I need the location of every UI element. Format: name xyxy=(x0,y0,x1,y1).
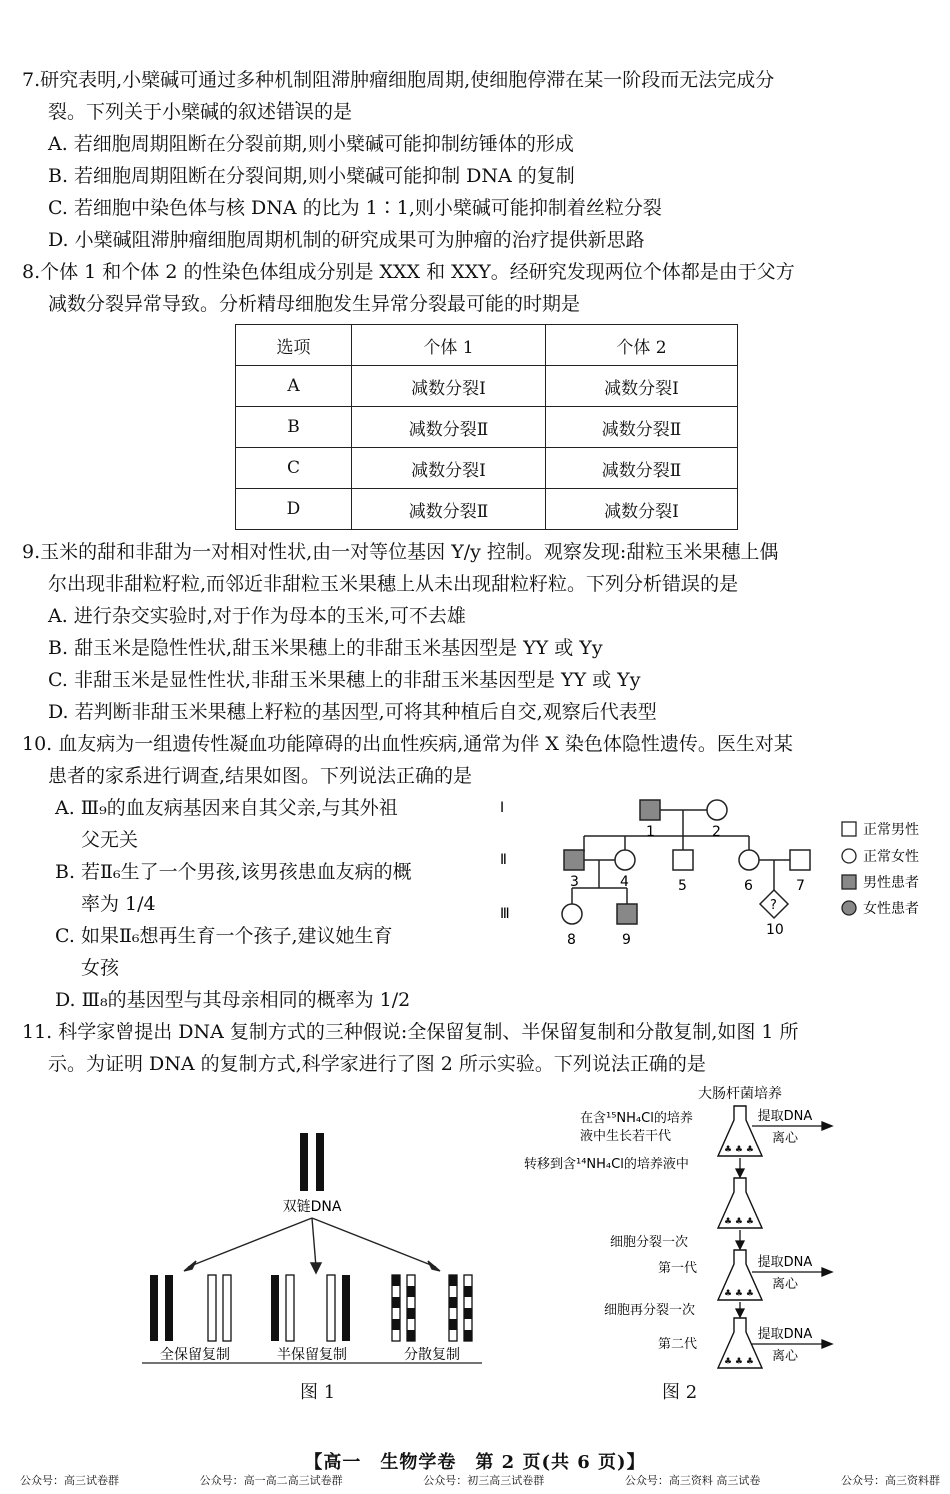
question-9-option-c[interactable]: C. 非甜玉米是显性性状,非甜玉米果穗上的非甜玉米基因型是 YY 或 Yy xyxy=(48,669,641,691)
generation-label: Ⅰ xyxy=(500,800,505,816)
publisher-tag: 公众号：高三试卷群 xyxy=(20,1474,119,1487)
question-9-stem-line2: 尔出现非甜粒籽粒,而邻近非甜粒玉米果穗上从未出现甜粒籽粒。下列分析错误 • •的是 xyxy=(22,568,934,600)
table-cell: 减数分裂Ⅱ xyxy=(352,489,546,530)
question-10 xyxy=(22,728,934,792)
model-label: 全保留复制 xyxy=(160,1347,230,1363)
question-7 xyxy=(22,64,934,256)
table-cell: 减数分裂Ⅱ xyxy=(352,407,546,448)
generation-label: Ⅲ xyxy=(500,906,510,922)
table-cell: D xyxy=(236,489,352,530)
question-10-option-d[interactable]: D. Ⅲ₈的基因型与其母亲相同的概率为 1/2 xyxy=(55,989,411,1011)
figure-1-caption: 图 1 xyxy=(300,1382,336,1403)
unknown-mark: ? xyxy=(770,898,777,913)
question-10-stem-line1: 10. 血友病为一组遗传性凝血功能障碍的出血性疾病,通常为伴 X 染色体隐性遗传。医生对某 xyxy=(22,733,793,755)
pedigree-id: 8 xyxy=(567,932,576,948)
table-cell: 减数分裂Ⅰ xyxy=(546,489,738,530)
svg-text:♣ ♣ ♣: ♣ ♣ ♣ xyxy=(724,1145,754,1155)
table-row[interactable] xyxy=(236,407,738,448)
svg-text:♣ ♣ ♣: ♣ ♣ ♣ xyxy=(724,1217,754,1227)
model-label: 分散复制 xyxy=(404,1347,460,1363)
legend-label: 正常男性 xyxy=(863,822,919,838)
flow-action: 离心 xyxy=(771,1131,799,1146)
pedigree-id: 6 xyxy=(744,878,753,894)
question-7-option-a[interactable]: A. 若细胞周期阻断在分裂前期,则小檗碱可能抑制纺锤体的形成 xyxy=(48,133,574,155)
question-9-option-a[interactable]: A. 进行杂交实验时,对于作为母本的玉米,可不去雄 xyxy=(48,605,466,627)
figure-2-experiment-flow xyxy=(520,1082,840,1372)
flow-step: 转移到含¹⁴NH₄Cl的培养液中 xyxy=(524,1157,689,1172)
dna-label: 双链DNA xyxy=(282,1199,342,1215)
pedigree-id: 7 xyxy=(796,878,805,894)
question-10-option-a[interactable]: A. Ⅲ₉的血友病基因来自其父亲,与其外祖 父无关 xyxy=(55,797,398,851)
table-header: 个体 2 xyxy=(546,325,738,366)
flow-action: 提取DNA xyxy=(757,1327,813,1342)
question-9-option-d[interactable]: D. 若判断非甜玉米果穗上籽粒的基因型,可将其种植后自交,观察后代表型 xyxy=(48,701,657,723)
table-row[interactable] xyxy=(236,366,738,407)
question-7-option-b[interactable]: B. 若细胞周期阻断在分裂间期,则小檗碱可能抑制 DNA 的复制 xyxy=(48,165,575,187)
pedigree-id: 3 xyxy=(570,874,579,890)
question-9-option-b[interactable]: B. 甜玉米是隐性性状,甜玉米果穗上的非甜玉米基因型是 YY 或 Yy xyxy=(48,637,603,659)
publisher-line xyxy=(20,1472,940,1488)
pedigree-id: 2 xyxy=(712,824,721,840)
question-11 xyxy=(22,1016,934,1080)
flow-action: 提取DNA xyxy=(757,1255,813,1270)
question-10-option-c[interactable]: C. 如果Ⅱ₆想再生育一个孩子,建议她生育 女孩 xyxy=(55,925,393,979)
table-cell: C xyxy=(236,448,352,489)
pedigree-id: 10 xyxy=(766,922,784,938)
table-cell: 减数分裂Ⅱ xyxy=(546,407,738,448)
question-8-stem-line1: 8.个体 1 和个体 2 的性染色体组成分别是 XXX 和 XXY。经研究发现两位个体都是由于父方 xyxy=(22,261,795,283)
question-8-stem-line2: 减数分裂异常导致。分析精母细胞发生异常分裂最可能的时期是 xyxy=(48,293,581,315)
table-header-row xyxy=(236,325,738,366)
table-cell: 减数分裂Ⅰ xyxy=(546,366,738,407)
flow-step: 在含¹⁵NH₄Cl的培养 xyxy=(580,1111,693,1126)
table-cell: B xyxy=(236,407,352,448)
question-9-stem-line1: 9.玉米的甜和非甜为一对相对性状,由一对等位基因 Y/y 控制。观察发现:甜粒玉米果穗上偶 xyxy=(22,541,779,563)
publisher-tag: 公众号：初三高三试卷群 xyxy=(423,1474,545,1487)
page-footer: 【高一 生物学卷 第 2 页(共 6 页)】 xyxy=(304,1452,646,1473)
question-11-stem-line1: 11. 科学家曾提出 DNA 复制方式的三种假说:全保留复制、半保留复制和分散复制,如图 1 所 xyxy=(22,1021,799,1043)
flow-title: 大肠杆菌培养 xyxy=(698,1086,782,1102)
question-8-table xyxy=(235,324,738,530)
model-label: 半保留复制 xyxy=(277,1347,347,1363)
table-cell: 减数分裂Ⅱ xyxy=(546,448,738,489)
legend-label: 女性患者 xyxy=(863,901,919,917)
table-cell: 减数分裂Ⅰ xyxy=(352,366,546,407)
flow-step: 液中生长若干代 xyxy=(580,1129,672,1144)
question-9 xyxy=(22,536,934,728)
publisher-tag: 公众号：高三资料 高三试卷 xyxy=(624,1474,761,1487)
pedigree-male-affected xyxy=(640,800,660,820)
question-10-stem-line2: 患者的家系进行调查,结果如图。下列说法正确的是 xyxy=(48,765,473,787)
table-cell: A xyxy=(236,366,352,407)
pedigree-diagram xyxy=(500,792,940,952)
question-11-stem-line2: 示。为证明 DNA 的复制方式,科学家进行了图 2 所示实验。下列说法正确的是 xyxy=(48,1053,706,1075)
flow-step: 第二代 xyxy=(658,1337,698,1352)
figure-1-dna-replication-models xyxy=(140,1125,485,1370)
pedigree-id: 4 xyxy=(620,874,629,890)
question-7-option-c[interactable]: C. 若细胞中染色体与核 DNA 的比为 1∶1,则小檗碱可能抑制着丝粒分裂 xyxy=(48,197,662,219)
table-cell: 减数分裂Ⅰ xyxy=(352,448,546,489)
flow-step: 细胞再分裂一次 xyxy=(604,1303,696,1318)
svg-text:♣ ♣ ♣: ♣ ♣ ♣ xyxy=(724,1289,754,1299)
pedigree-id: 5 xyxy=(678,878,687,894)
table-header: 选项 xyxy=(236,325,352,366)
pedigree-female-normal xyxy=(707,800,727,820)
flow-step: 细胞分裂一次 xyxy=(610,1235,689,1250)
emphasis-mark: 错误 • • xyxy=(276,101,314,123)
svg-text:♣ ♣ ♣: ♣ ♣ ♣ xyxy=(724,1357,754,1367)
pedigree-id: 1 xyxy=(646,824,655,840)
table-header: 个体 1 xyxy=(352,325,546,366)
figure-2-caption: 图 2 xyxy=(662,1382,698,1403)
flow-step: 第一代 xyxy=(658,1261,698,1276)
flow-action: 离心 xyxy=(771,1349,799,1364)
pedigree-id: 9 xyxy=(622,932,631,948)
question-7-option-d[interactable]: D. 小檗碱阻滞肿瘤细胞周期机制的研究成果可为肿瘤的治疗提供新思路 xyxy=(48,229,645,251)
question-7-stem-line2: 裂。下列关于小檗碱的叙述错误 • •的是 xyxy=(22,96,934,128)
emphasis-mark: 错误 • • xyxy=(662,573,700,595)
generation-label: Ⅱ xyxy=(500,852,507,868)
flow-action: 离心 xyxy=(771,1277,799,1292)
question-10-options xyxy=(55,792,495,1016)
publisher-tag: 公众号：高三资料群 xyxy=(841,1474,940,1487)
question-8 xyxy=(22,256,934,320)
table-row[interactable] xyxy=(236,489,738,530)
pedigree-male-affected xyxy=(564,850,584,870)
question-10-option-b[interactable]: B. 若Ⅱ₆生了一个男孩,该男孩患血友病的概 率为 1/4 xyxy=(55,861,412,915)
flow-action: 提取DNA xyxy=(757,1109,813,1124)
question-7-stem-line1: 7.研究表明,小檗碱可通过多种机制阻滞肿瘤细胞周期,使细胞停滞在某一阶段而无法完成分 xyxy=(22,69,775,91)
publisher-tag: 公众号：高一高二高三试卷群 xyxy=(199,1474,343,1487)
legend-label: 男性患者 xyxy=(863,875,919,891)
table-row[interactable] xyxy=(236,448,738,489)
legend-label: 正常女性 xyxy=(863,849,919,865)
